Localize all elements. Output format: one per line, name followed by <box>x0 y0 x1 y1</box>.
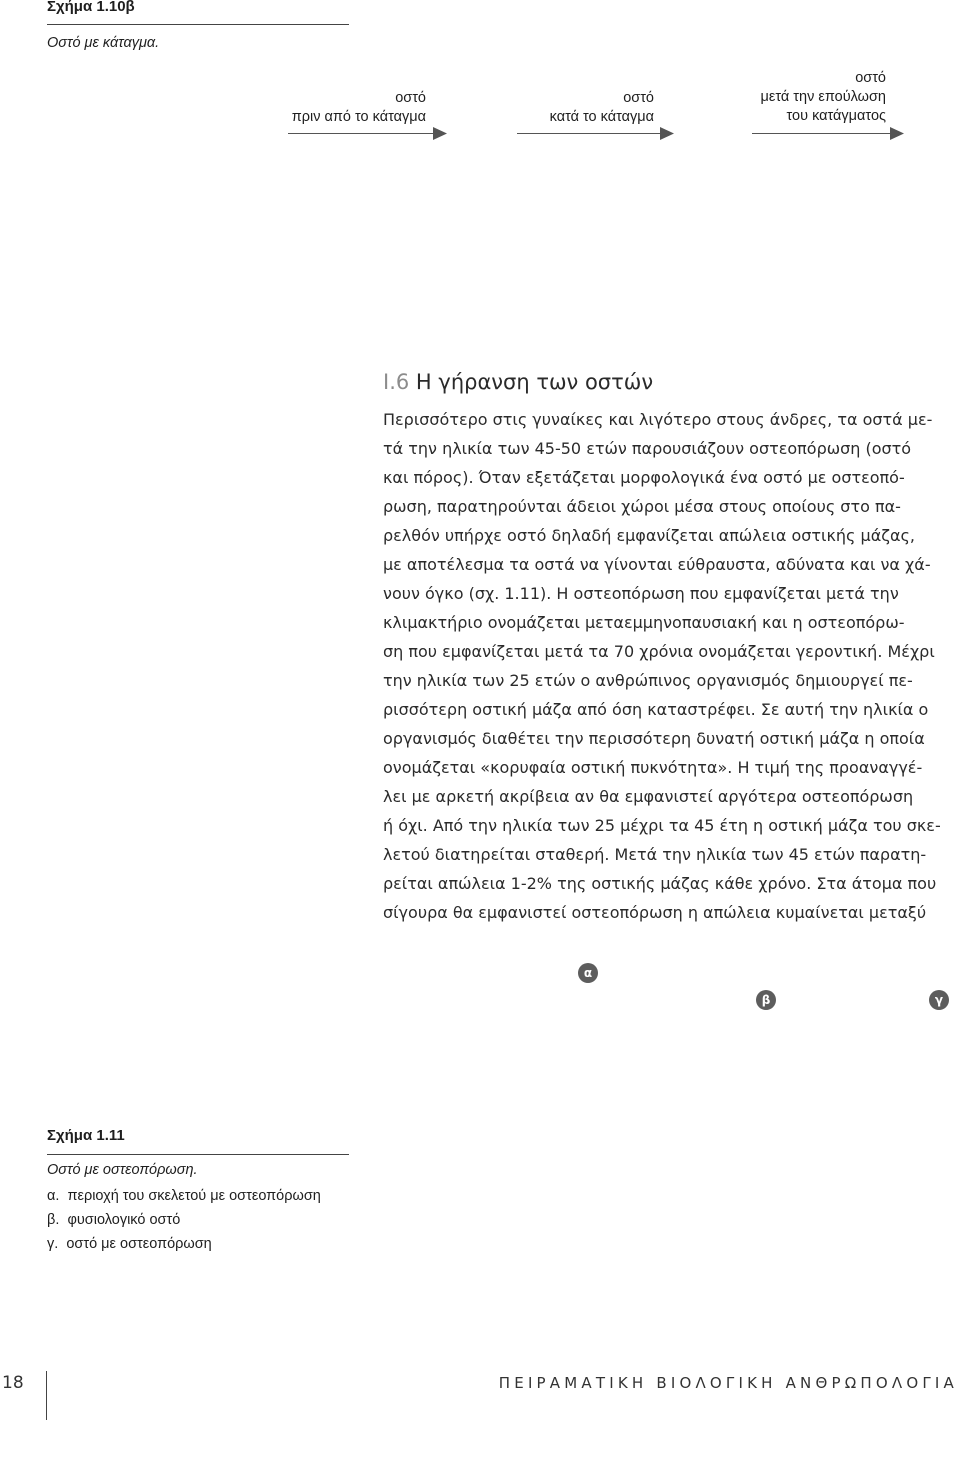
page-number: 18 <box>2 1373 24 1393</box>
leader-line-during <box>517 133 663 134</box>
legend-marker: γ. <box>47 1236 59 1252</box>
section-heading <box>383 370 653 394</box>
stage-label-after <box>761 69 886 126</box>
body-line: κλιμακτήριο ονομάζεται μεταεμμηνοπαυσιακή και η οστεοπόρω- <box>383 613 905 632</box>
section-body <box>383 405 941 927</box>
legend-marker: β. <box>47 1212 60 1228</box>
stage-label-after-line1: οστό <box>855 70 886 86</box>
body-line: και πόρος). Όταν εξετάζεται μορφολογικά ένα οστό με οστεοπό- <box>383 468 905 487</box>
figure-1-11-label: Σχήμα 1.11 <box>47 1127 125 1144</box>
section-title: Η γήρανση των οστών <box>415 370 654 394</box>
figure-1-10b-rule <box>47 24 349 25</box>
legend-item-a <box>47 1188 321 1204</box>
figure-1-10b-caption: Οστό με κάταγμα. <box>47 35 160 51</box>
running-title: ΠΕΙΡΑΜΑΤΙΚΗ ΒΙΟΛΟΓΙΚΗ ΑΝΘΡΩΠΟΛΟΓΙΑ <box>498 1374 958 1392</box>
body-line: ση που εμφανίζεται μετά τα 70 χρόνια ονομάζεται γεροντική. Μέχρι <box>383 642 935 661</box>
stage-label-after-line3: του κατάγματος <box>786 108 886 124</box>
body-line: λετού διατηρείται σταθερή. Μετά την ηλικία των 45 ετών παρατη- <box>383 845 927 864</box>
body-line: ή όχι. Από την ηλικία των 25 μέχρι τα 45 έτη η οστική μάζα του σκε- <box>383 816 941 835</box>
leader-line-before <box>288 133 436 134</box>
footer-divider <box>46 1371 47 1420</box>
arrowhead-icon <box>433 127 447 140</box>
stage-label-during <box>550 89 654 127</box>
body-line: ρείται απώλεια 1-2% της οστικής μάζας κάθε χρόνο. Στα άτομα που <box>383 874 937 893</box>
body-line: ονομάζεται «κορυφαία οστική πυκνότητα». Η τιμή της προαναγγέ- <box>383 758 923 777</box>
legend-text: οστό με οστεοπόρωση <box>66 1236 212 1252</box>
stage-label-before <box>292 89 426 127</box>
body-line: ρελθόν υπήρχε οστό δηλαδή εμφανίζεται απώλεια οστικής μάζας, <box>383 526 915 545</box>
figure-1-11-caption: Οστό με οστεοπόρωση. <box>47 1162 198 1178</box>
figure-1-11-rule <box>47 1154 349 1155</box>
body-line: με αποτέλεσμα τα οστά να γίνονται εύθραυστα, αδύνατα και να χά- <box>383 555 931 574</box>
panel-marker-c: γ <box>929 990 949 1010</box>
body-line: ρισσότερη οστική μάζα από όση καταστρέφει. Σε αυτή την ηλικία ο <box>383 700 929 719</box>
body-line: Περισσότερο στις γυναίκες και λιγότερο στους άνδρες, τα οστά με- <box>383 410 933 429</box>
legend-item-b <box>47 1212 180 1228</box>
body-line: νουν όγκο (σχ. 1.11). Η οστεοπόρωση που εμφανίζεται μετά την <box>383 584 899 603</box>
arrowhead-icon <box>890 127 904 140</box>
leader-line-after <box>752 133 893 134</box>
stage-label-before-line1: οστό <box>395 90 426 106</box>
stage-label-during-line2: κατά το κάταγμα <box>549 109 654 125</box>
body-line: λει με αρκετή ακρίβεια αν θα εμφανιστεί αργότερα οστεοπόρωση <box>383 787 914 806</box>
body-line: οργανισμός διαθέτει την περισσότερη δυνατή οστική μάζα η οποία <box>383 729 925 748</box>
legend-marker: α. <box>47 1188 60 1204</box>
stage-label-during-line1: οστό <box>623 90 654 106</box>
figure-1-10b-label: Σχήμα 1.10β <box>47 0 135 15</box>
body-line: την ηλικία των 25 ετών ο ανθρώπινος οργανισμός δημιουργεί πε- <box>383 671 913 690</box>
body-line: σίγουρα θα εμφανιστεί οστεοπόρωση η απώλεια κυμαίνεται μεταξύ <box>383 903 927 922</box>
panel-marker-a: α <box>578 963 598 983</box>
legend-text: περιοχή του σκελετού με οστεοπόρωση <box>67 1188 321 1204</box>
stage-label-after-line2: μετά την επούλωση <box>760 89 886 105</box>
legend-item-c <box>47 1236 212 1252</box>
legend-text: φυσιολογικό οστό <box>67 1212 181 1228</box>
panel-marker-b: β <box>756 990 776 1010</box>
stage-label-before-line2: πριν από το κάταγμα <box>291 109 426 125</box>
section-number: I.6 <box>383 370 410 394</box>
arrowhead-icon <box>660 127 674 140</box>
body-line: τά την ηλικία των 45-50 ετών παρουσιάζουν οστεοπόρωση (οστό <box>383 439 912 458</box>
body-line: ρωση, παρατηρούνται άδειοι χώροι μέσα στους οποίους στο πα- <box>383 497 901 516</box>
